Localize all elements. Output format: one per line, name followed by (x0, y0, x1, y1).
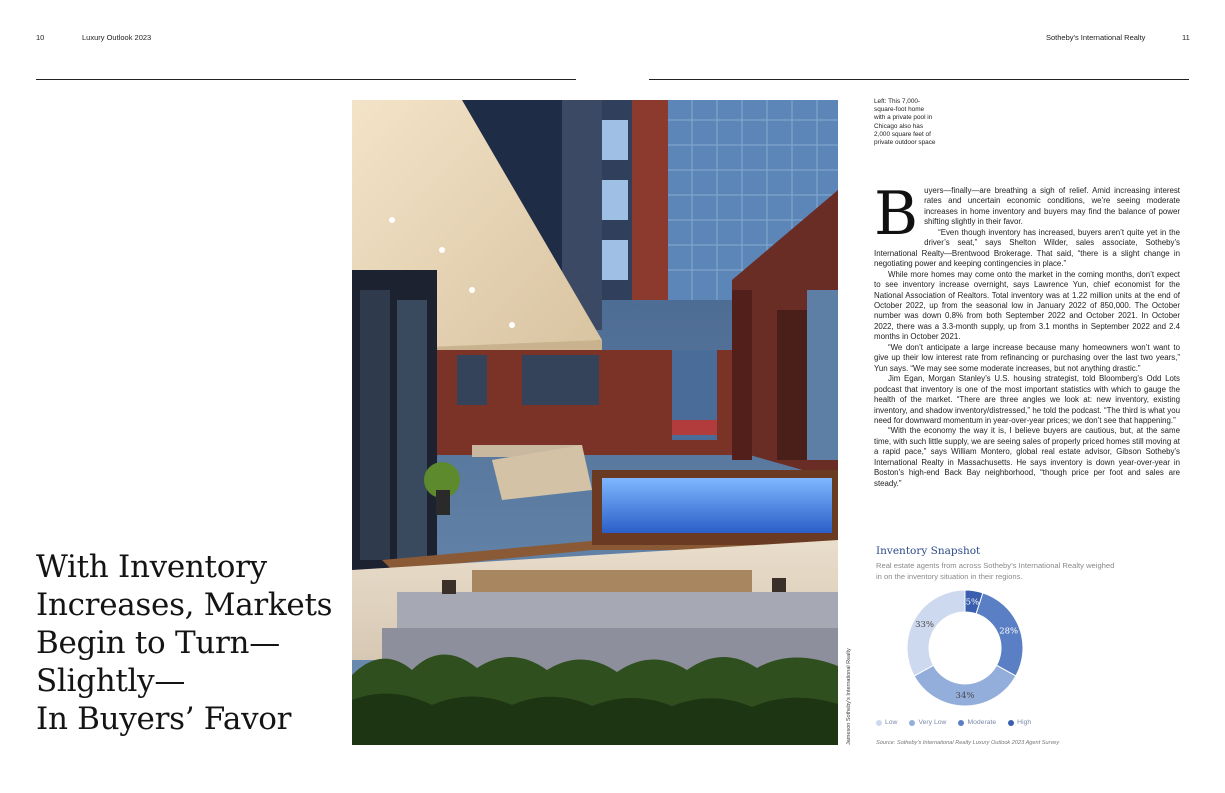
right-header-rule (649, 79, 1189, 80)
donut-label-low: 33% (915, 620, 934, 631)
donut-label-high: 5% (965, 597, 980, 608)
photo-caption: Left: This 7,000-square-foot home with a private pool in Chicago also has 2,000 square feet of private outdoor space (874, 98, 936, 147)
headline-line: Slightly— (36, 663, 186, 699)
headline-line: In Buyers’ Favor (36, 701, 292, 737)
headline-line: Begin to Turn— (36, 625, 280, 661)
legend-swatch (876, 720, 882, 726)
donut-slice-low (907, 590, 965, 676)
article-paragraph: “Even though inventory has increased, buyers aren’t quite yet in the driver’s seat,” says Shelton Wilder, sales associate, Sotheby’s International Realty—Brentwood Brokerage. That said, “there is a slight change in negotiating power and keeping contingencies in place.” (874, 227, 1180, 269)
drop-cap: B (874, 179, 919, 249)
chart-source: Source: Sotheby’s International Realty Luxury Outlook 2023 Agent Survey (876, 740, 1060, 746)
paragraph-text: uyers—finally—are breathing a sigh of relief. Amid increasing interest rates and uncertain economic conditions, we’re seeing moderate increases in home inventory and buyers may find the balance of power shifting slightly in their favor. (924, 186, 1180, 227)
terrace-illustration (352, 100, 838, 745)
headline-line: With Inventory (36, 549, 267, 585)
snapshot-title: Inventory Snapshot (876, 545, 981, 557)
page-headline (36, 548, 336, 738)
legend-item-moderate (958, 719, 996, 726)
legend-swatch (958, 720, 964, 726)
legend-label: Moderate (967, 719, 997, 726)
article-paragraph: “With the economy the way it is, I believe buyers are cautious, but, at the same time, with such little supply, we are seeing sales of properly priced homes still moving at a rapid pace,” says William Montero, global real estate advisor, Gibson Sotheby’s International Realty in Massachusetts. He says inventory is down year-over-year in Boston’s high-end Back Bay neighborhood, “though price per foot and sales are steady.” (874, 426, 1180, 488)
donut-label-very-low: 34% (955, 691, 975, 701)
right-running-title: Sotheby's International Realty (1046, 33, 1146, 42)
legend-item-low (876, 719, 897, 726)
legend-swatch (909, 720, 915, 726)
snapshot-description: Real estate agents from across Sotheby’s International Realty weighed in on the inventory situation in their regions. (876, 561, 1115, 581)
article-paragraph: “We don’t anticipate a large increase because many homeowners won’t want to give up their low interest rate from refinancing or purchasing over the last two years,” Yun says. “We may see some moderate increases, but not anything drastic.” (874, 342, 1180, 373)
article-body (874, 179, 1180, 489)
article-paragraph: Jim Egan, Morgan Stanley’s U.S. housing strategist, told Bloomberg’s Odd Lots podcast that inventory is one of the most important statistics with which to gauge the health of the market. “There are three angles we look at: new inventory, existing inventory, and shadow inventory/distressed,” he told the podcast. “The third is what you need for downward momentum in year-over-year prices; we don’t see that happening.” (874, 374, 1180, 425)
inventory-donut-chart (900, 588, 1030, 708)
left-running-title: Luxury Outlook 2023 (82, 33, 152, 42)
legend-label: Low (885, 719, 898, 726)
photo-credit: Jameson Sotheby's International Realty (846, 648, 852, 745)
legend-item-very-low (909, 719, 946, 726)
left-page-number: 10 (36, 33, 45, 42)
article-paragraph: While more homes may come onto the market in the coming months, don’t expect to see inventory increase overnight, says Lawrence Yun, chief economist for the National Association of Realtors. Total inventory was at 1.22 million units at the end of October 2022, up from the seasonal low in January 2022 of 850,000. The October number was down 0.8% from both September 2022 and October 2021. In October 2022, there was a 3.3-month supply, up from 3.1 months in September 2022 and 2.4 months in October 2021. (874, 269, 1180, 342)
legend-swatch (1008, 720, 1014, 726)
feature-photo (352, 100, 838, 745)
right-page-number: 11 (1182, 33, 1190, 42)
legend-label: High (1017, 719, 1032, 726)
donut-label-moderate: 28% (999, 626, 1019, 637)
legend-item-high (1008, 719, 1031, 726)
legend-label: Very Low (918, 719, 947, 726)
chart-legend (876, 719, 1043, 726)
left-header-rule (36, 79, 576, 80)
headline-line: Increases, Markets (36, 587, 333, 623)
